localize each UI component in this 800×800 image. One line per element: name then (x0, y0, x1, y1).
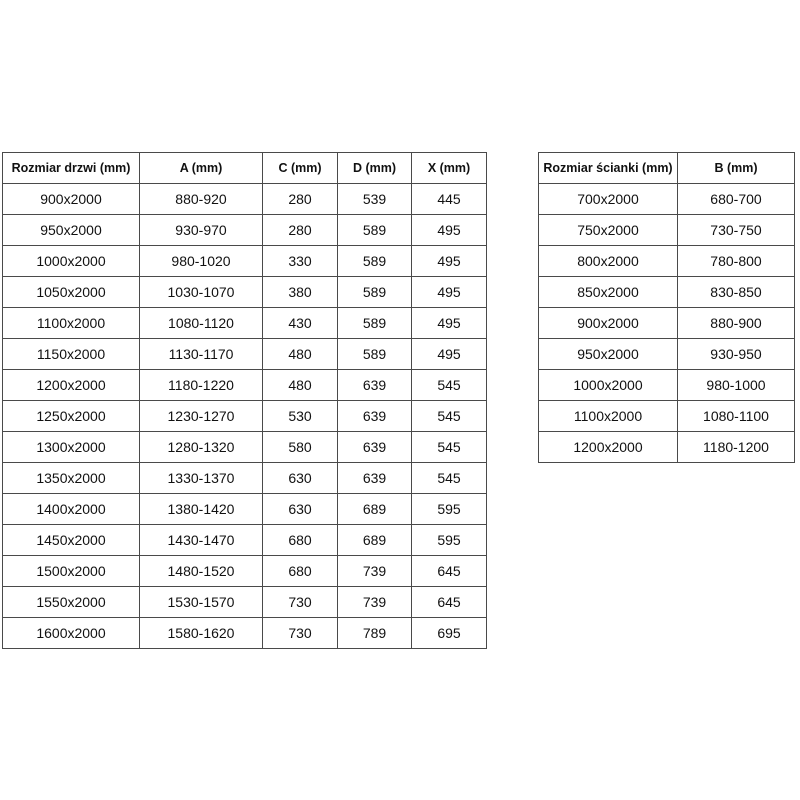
table-row (539, 308, 795, 339)
table-row (3, 587, 487, 618)
table-cell: 280 (263, 215, 338, 246)
table-cell: 495 (412, 277, 487, 308)
table-row (3, 432, 487, 463)
table-cell: 980-1020 (140, 246, 263, 277)
table-cell: 645 (412, 556, 487, 587)
table-cell: 1030-1070 (140, 277, 263, 308)
table-cell: 850x2000 (539, 277, 678, 308)
table-cell: 1430-1470 (140, 525, 263, 556)
table-cell: 730-750 (678, 215, 795, 246)
table-cell: 639 (338, 432, 412, 463)
table-cell: 1150x2000 (3, 339, 140, 370)
table-cell: 545 (412, 370, 487, 401)
table-row (539, 277, 795, 308)
table-cell: 680-700 (678, 184, 795, 215)
table-cell: 1230-1270 (140, 401, 263, 432)
wall-table-body (539, 184, 795, 463)
table-cell: 589 (338, 215, 412, 246)
table-cell: 950x2000 (3, 215, 140, 246)
table-cell: 1200x2000 (539, 432, 678, 463)
table-cell: 880-920 (140, 184, 263, 215)
table-cell: 545 (412, 432, 487, 463)
table-cell: 900x2000 (539, 308, 678, 339)
table-cell: 1350x2000 (3, 463, 140, 494)
table-cell: 645 (412, 587, 487, 618)
table-row (3, 618, 487, 649)
table-cell: 1300x2000 (3, 432, 140, 463)
table-cell: 950x2000 (539, 339, 678, 370)
table-cell: 900x2000 (3, 184, 140, 215)
table-cell: 580 (263, 432, 338, 463)
table-cell: 495 (412, 339, 487, 370)
table-cell: 1400x2000 (3, 494, 140, 525)
col-header-x-mm: X (mm) (412, 153, 487, 184)
table-row (539, 370, 795, 401)
table-cell: 330 (263, 246, 338, 277)
table-cell: 980-1000 (678, 370, 795, 401)
table-cell: 1180-1220 (140, 370, 263, 401)
table-row (3, 308, 487, 339)
table-row (3, 463, 487, 494)
wall-panel-size-table (538, 152, 795, 463)
table-row (3, 525, 487, 556)
table-cell: 930-970 (140, 215, 263, 246)
table-cell: 589 (338, 277, 412, 308)
table-cell: 830-850 (678, 277, 795, 308)
table-cell: 589 (338, 246, 412, 277)
col-header-d-mm: D (mm) (338, 153, 412, 184)
table-row (3, 246, 487, 277)
col-header-c-mm: C (mm) (263, 153, 338, 184)
table-cell: 380 (263, 277, 338, 308)
table-cell: 630 (263, 494, 338, 525)
table-cell: 930-950 (678, 339, 795, 370)
table-cell: 1100x2000 (3, 308, 140, 339)
table-row (3, 556, 487, 587)
door-size-table (2, 152, 487, 649)
table-cell: 739 (338, 587, 412, 618)
table-row (3, 339, 487, 370)
table-cell: 1500x2000 (3, 556, 140, 587)
table-cell: 589 (338, 339, 412, 370)
table-cell: 639 (338, 401, 412, 432)
table-cell: 750x2000 (539, 215, 678, 246)
table-cell: 530 (263, 401, 338, 432)
table-cell: 1330-1370 (140, 463, 263, 494)
table-cell: 1200x2000 (3, 370, 140, 401)
table-cell: 695 (412, 618, 487, 649)
table-cell: 880-900 (678, 308, 795, 339)
table-cell: 639 (338, 463, 412, 494)
table-cell: 1380-1420 (140, 494, 263, 525)
table-cell: 789 (338, 618, 412, 649)
table-cell: 495 (412, 215, 487, 246)
table-cell: 1080-1100 (678, 401, 795, 432)
table-cell: 1100x2000 (539, 401, 678, 432)
table-cell: 1530-1570 (140, 587, 263, 618)
table-row (539, 215, 795, 246)
table-cell: 1280-1320 (140, 432, 263, 463)
table-cell: 1480-1520 (140, 556, 263, 587)
table-cell: 689 (338, 494, 412, 525)
table-cell: 480 (263, 370, 338, 401)
table-cell: 730 (263, 587, 338, 618)
table-cell: 1080-1120 (140, 308, 263, 339)
table-cell: 1450x2000 (3, 525, 140, 556)
table-row (3, 277, 487, 308)
table-row (3, 494, 487, 525)
table-cell: 495 (412, 308, 487, 339)
table-row (539, 246, 795, 277)
table-cell: 539 (338, 184, 412, 215)
table-cell: 495 (412, 246, 487, 277)
table-cell: 430 (263, 308, 338, 339)
table-row (539, 184, 795, 215)
table-cell: 1050x2000 (3, 277, 140, 308)
table-cell: 680 (263, 556, 338, 587)
table-cell: 1550x2000 (3, 587, 140, 618)
wall-table-header-row (539, 153, 795, 184)
table-cell: 1250x2000 (3, 401, 140, 432)
table-cell: 280 (263, 184, 338, 215)
col-header-rozmiar-drzwi: Rozmiar drzwi (mm) (3, 153, 140, 184)
table-cell: 630 (263, 463, 338, 494)
col-header-a-mm: A (mm) (140, 153, 263, 184)
table-cell: 739 (338, 556, 412, 587)
table-row (539, 432, 795, 463)
table-row (3, 215, 487, 246)
table-row (3, 370, 487, 401)
table-cell: 730 (263, 618, 338, 649)
col-header-rozmiar-scianki: Rozmiar ścianki (mm) (539, 153, 678, 184)
table-cell: 1600x2000 (3, 618, 140, 649)
table-cell: 700x2000 (539, 184, 678, 215)
door-table-body (3, 184, 487, 649)
table-cell: 545 (412, 401, 487, 432)
table-cell: 595 (412, 525, 487, 556)
table-row (3, 184, 487, 215)
col-header-b-mm: B (mm) (678, 153, 795, 184)
table-cell: 800x2000 (539, 246, 678, 277)
table-row (539, 401, 795, 432)
table-cell: 1580-1620 (140, 618, 263, 649)
table-cell: 480 (263, 339, 338, 370)
table-cell: 780-800 (678, 246, 795, 277)
table-cell: 1180-1200 (678, 432, 795, 463)
table-cell: 1130-1170 (140, 339, 263, 370)
table-row (539, 339, 795, 370)
table-cell: 1000x2000 (3, 246, 140, 277)
table-cell: 689 (338, 525, 412, 556)
table-cell: 589 (338, 308, 412, 339)
table-cell: 639 (338, 370, 412, 401)
table-cell: 1000x2000 (539, 370, 678, 401)
table-cell: 545 (412, 463, 487, 494)
door-table-header-row (3, 153, 487, 184)
table-cell: 445 (412, 184, 487, 215)
table-cell: 595 (412, 494, 487, 525)
table-row (3, 401, 487, 432)
table-cell: 680 (263, 525, 338, 556)
